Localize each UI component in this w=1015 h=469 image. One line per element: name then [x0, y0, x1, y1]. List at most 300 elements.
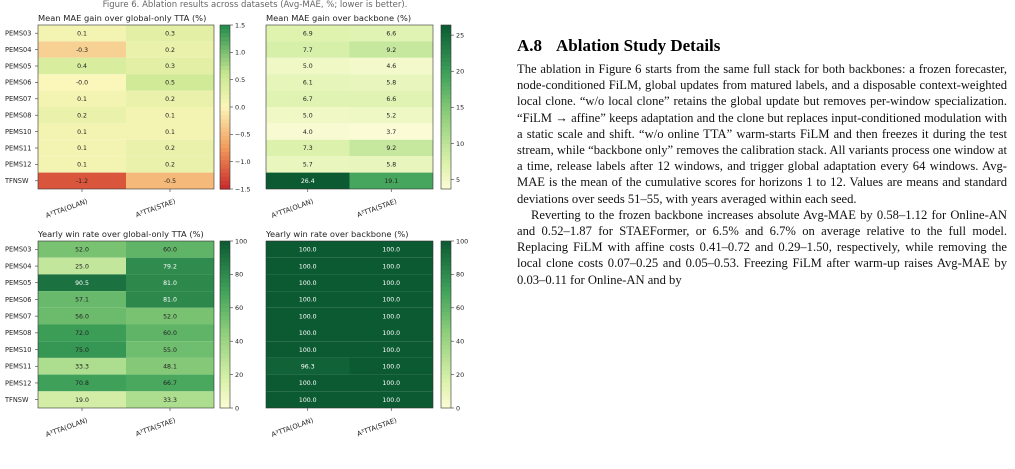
row-label: PEMS11 [5, 362, 32, 371]
colorbar-tick-label: 60 [235, 304, 244, 313]
cell-value: 100.0 [382, 246, 401, 254]
heatmap-panels [4, 13, 468, 439]
colorbar-tick-label: 100 [235, 237, 248, 246]
row-label: PEMS11 [5, 144, 32, 153]
heatmap-panel-2 [266, 13, 464, 220]
column-label: A³TTA(OLAN) [44, 416, 89, 439]
panel-title: Yearly win rate over global-only TTA (%) [38, 229, 204, 239]
cell-value: 56.0 [75, 313, 89, 321]
row-label: TFNSW [5, 395, 29, 404]
cell-value: 5.8 [386, 79, 397, 87]
cell-value: -0.3 [75, 46, 89, 54]
cell-value: 100.0 [382, 346, 401, 354]
colorbar-segment [220, 99, 230, 104]
row-label: PEMS06 [5, 295, 32, 304]
colorbar-segment [220, 70, 230, 75]
cell-value: 100.0 [298, 296, 317, 304]
colorbar-tick-label: 5 [456, 175, 461, 184]
colorbar-segment [441, 132, 451, 137]
colorbar-segment [441, 366, 451, 371]
cell-value: 48.1 [163, 363, 177, 371]
colorbar-segment [220, 128, 230, 133]
colorbar-segment [441, 350, 451, 355]
colorbar-tick-label: −0.5 [235, 130, 251, 139]
colorbar-segment [220, 245, 230, 250]
colorbar-segment [220, 58, 230, 63]
cell-value: 60.0 [163, 246, 177, 254]
colorbar-segment [441, 270, 451, 275]
cell-value: 100.0 [298, 380, 317, 388]
section-title: Ablation Study Details [556, 36, 721, 55]
colorbar-tick-label: 20 [456, 370, 465, 379]
cell-value: 0.1 [77, 161, 87, 169]
colorbar-segment [220, 266, 230, 271]
cell-value: 100.0 [382, 313, 401, 321]
colorbar-segment [220, 341, 230, 346]
cell-value: 3.7 [386, 128, 397, 136]
column-label: A³TTA(OLAN) [270, 197, 315, 220]
colorbar-tick-label: 20 [456, 67, 465, 76]
colorbar-segment [220, 391, 230, 396]
cell-value: 9.2 [386, 46, 397, 54]
colorbar-segment [441, 375, 451, 380]
row-label: PEMS03 [5, 245, 32, 254]
cell-value: 0.2 [165, 46, 175, 54]
cell-value: -0.5 [163, 178, 177, 185]
colorbar-segment [220, 33, 230, 38]
colorbar-segment [441, 299, 451, 304]
cell-value: 81.0 [163, 279, 177, 287]
panel-title: Yearly win rate over backbone (%) [266, 229, 409, 239]
row-label: PEMS10 [5, 345, 32, 354]
colorbar-segment [220, 103, 230, 108]
colorbar-segment [220, 241, 230, 246]
colorbar-segment [220, 123, 230, 128]
cell-value: 100.0 [382, 263, 401, 271]
cell-value: 19.0 [75, 396, 89, 404]
panel-title: Mean MAE gain over global-only TTA (%) [38, 13, 207, 23]
cell-value: 0.1 [77, 145, 87, 153]
colorbar-segment [441, 181, 451, 186]
column-label: A³TTA(STAE) [355, 416, 398, 439]
colorbar-tick-label: 15 [456, 103, 465, 112]
cell-value: 0.1 [77, 96, 87, 103]
colorbar-segment [441, 82, 451, 87]
colorbar-segment [441, 304, 451, 309]
colorbar-segment [441, 156, 451, 161]
colorbar-segment [220, 299, 230, 304]
colorbar-segment [441, 58, 451, 63]
colorbar-segment [220, 370, 230, 375]
cell-value: 33.3 [75, 363, 89, 371]
cell-value: 100.0 [382, 396, 401, 404]
colorbar-segment [220, 375, 230, 380]
colorbar-segment [220, 62, 230, 67]
cell-value: 100.0 [298, 330, 317, 338]
cell-value: 70.8 [75, 380, 89, 388]
colorbar-segment [220, 362, 230, 367]
colorbar-segment [220, 333, 230, 338]
colorbar-segment [220, 262, 230, 267]
colorbar-segment [220, 148, 230, 153]
cell-value: 55.0 [163, 346, 177, 354]
cell-value: 0.1 [77, 30, 87, 38]
colorbar-segment [441, 62, 451, 67]
cell-value: 0.1 [165, 112, 175, 120]
colorbar-segment [441, 29, 451, 34]
panel-title: Mean MAE gain over backbone (%) [266, 13, 412, 23]
row-label: PEMS05 [5, 62, 32, 71]
colorbar-segment [220, 91, 230, 96]
row-label: PEMS07 [5, 95, 32, 104]
colorbar-segment [220, 387, 230, 392]
colorbar-segment [441, 345, 451, 350]
colorbar-segment [220, 78, 230, 83]
column-label: A³TTA(STAE) [134, 197, 177, 220]
colorbar-segment [441, 173, 451, 178]
colorbar-segment [441, 333, 451, 338]
heatmap-panel-3 [4, 229, 247, 439]
colorbar-segment [441, 54, 451, 59]
colorbar-segment [220, 400, 230, 405]
cell-value: 100.0 [382, 296, 401, 304]
cell-value: 57.1 [75, 296, 89, 304]
colorbar-segment [441, 308, 451, 313]
colorbar-segment [441, 107, 451, 112]
cell-value: 4.6 [386, 63, 397, 71]
colorbar-segment [441, 262, 451, 267]
colorbar-segment [441, 111, 451, 116]
colorbar-tick-label: 100 [456, 237, 469, 246]
colorbar-segment [441, 325, 451, 330]
row-label: PEMS08 [5, 111, 32, 120]
colorbar-segment [441, 258, 451, 263]
colorbar-segment [220, 283, 230, 288]
cell-value: 96.3 [300, 363, 315, 371]
cell-value: 100.0 [298, 279, 317, 287]
colorbar-segment [220, 337, 230, 342]
cell-value: 100.0 [382, 380, 401, 388]
cell-value: 5.0 [302, 112, 313, 120]
cell-value: 100.0 [298, 246, 317, 254]
colorbar-segment [220, 354, 230, 359]
colorbar-tick-label: 20 [235, 370, 244, 379]
column-label: A³TTA(OLAN) [44, 197, 89, 220]
cell-value: 5.2 [386, 112, 397, 120]
colorbar-tick-label: 1.0 [235, 48, 246, 57]
colorbar-segment [441, 295, 451, 300]
colorbar-segment [220, 383, 230, 388]
colorbar-segment [441, 337, 451, 342]
cell-value: 100.0 [382, 330, 401, 338]
colorbar-segment [220, 95, 230, 100]
cell-value: 6.9 [302, 30, 313, 38]
colorbar-segment [441, 160, 451, 165]
colorbar-segment [441, 25, 451, 30]
row-label: PEMS08 [5, 329, 32, 338]
cell-value: 100.0 [382, 363, 401, 371]
cell-value: 5.0 [302, 63, 313, 71]
colorbar-segment [220, 74, 230, 79]
cell-value: 5.8 [386, 161, 397, 169]
colorbar-segment [220, 107, 230, 112]
colorbar-segment [220, 111, 230, 116]
colorbar-segment [441, 283, 451, 288]
colorbar-segment [441, 358, 451, 363]
cell-value: 9.2 [386, 145, 397, 153]
cell-value: -0.0 [75, 79, 89, 87]
cell-value: 26.4 [300, 178, 315, 185]
column-label: A³TTA(STAE) [134, 416, 177, 439]
colorbar-tick-label: 0 [456, 404, 461, 413]
cell-value: 52.0 [163, 313, 177, 321]
cell-value: 90.5 [75, 279, 89, 287]
cell-value: 5.7 [302, 161, 313, 169]
colorbar-tick-label: 40 [235, 337, 244, 346]
colorbar-segment [220, 115, 230, 120]
colorbar-segment [441, 136, 451, 141]
colorbar-segment [220, 152, 230, 157]
colorbar-segment [220, 25, 230, 30]
colorbar-segment [441, 33, 451, 38]
colorbar-segment [441, 395, 451, 400]
colorbar-segment [220, 181, 230, 186]
cell-value: 100.0 [298, 263, 317, 271]
colorbar-tick-label: −1.0 [235, 157, 251, 166]
colorbar-segment [441, 87, 451, 92]
cell-value: 100.0 [298, 346, 317, 354]
section-a8 [517, 36, 1007, 288]
colorbar-segment [441, 144, 451, 149]
colorbar-segment [220, 37, 230, 42]
cell-value: 66.7 [163, 380, 177, 388]
colorbar-segment [441, 50, 451, 55]
colorbar-tick-label: 10 [456, 139, 465, 148]
colorbar-tick-label: 1.5 [235, 21, 246, 30]
colorbar-segment [220, 258, 230, 263]
column-label: A³TTA(OLAN) [270, 416, 315, 439]
cell-value: 0.1 [77, 128, 87, 136]
figure-top-caption: Figure 6. Ablation results across datasets (Avg-MAE, %; lower is better). [102, 0, 408, 10]
row-label: PEMS12 [5, 160, 32, 169]
cell-value: 0.1 [165, 128, 175, 136]
colorbar-segment [220, 395, 230, 400]
colorbar-segment [441, 46, 451, 51]
colorbar-segment [441, 152, 451, 157]
colorbar-segment [441, 91, 451, 96]
colorbar-segment [220, 316, 230, 321]
colorbar-segment [220, 379, 230, 384]
cell-value: 19.1 [384, 178, 399, 185]
colorbar-segment [220, 287, 230, 292]
colorbar-segment [441, 320, 451, 325]
row-label: TFNSW [5, 177, 29, 186]
cell-value: 0.3 [165, 63, 175, 71]
row-label: PEMS12 [5, 379, 32, 388]
colorbar-segment [220, 136, 230, 141]
cell-value: 0.2 [165, 145, 175, 153]
colorbar-segment [441, 37, 451, 42]
cell-value: 6.7 [302, 96, 313, 103]
colorbar-segment [220, 164, 230, 169]
colorbar-segment [220, 254, 230, 259]
colorbar-segment [441, 70, 451, 75]
colorbar-segment [441, 95, 451, 100]
cell-value: 6.1 [302, 79, 313, 87]
colorbar-segment [441, 115, 451, 120]
section-number: A.8 [517, 36, 543, 55]
colorbar-segment [441, 177, 451, 182]
colorbar-segment [441, 291, 451, 296]
colorbar-segment [220, 66, 230, 71]
colorbar-segment [441, 254, 451, 259]
colorbar-segment [220, 270, 230, 275]
row-label: PEMS04 [5, 45, 32, 54]
colorbar-segment [220, 173, 230, 178]
cell-value: 100.0 [298, 396, 317, 404]
cell-value: 0.4 [77, 63, 87, 71]
colorbar-segment [441, 119, 451, 124]
colorbar-segment [220, 249, 230, 254]
cell-value: 0.3 [165, 30, 175, 38]
cell-value: 81.0 [163, 296, 177, 304]
colorbar-tick-label: 80 [456, 270, 465, 279]
colorbar-segment [441, 312, 451, 317]
section-paragraph-2: Reverting to the frozen backbone increases absolute Avg-MAE by 0.58–1.12 for Online-AN and 0.52–1.87 for STAEFormer, or 6.5% and 6.7% on average relative to the full model. Replacing FiLM with affine costs 0.41–0.72 and 0.29–1.50, respectively, while removing the local clone costs 0.07–0.25 and 0.05–0.53. Freezing FiLM after warm-up raises Avg-MAE by 0.03–0.11 for Online-AN and by [517, 207, 1007, 287]
cell-value: 4.0 [302, 128, 313, 136]
colorbar-segment [220, 304, 230, 309]
heatmap-panel-1 [4, 13, 251, 220]
cell-value: 52.0 [75, 246, 89, 254]
colorbar-segment [441, 74, 451, 79]
colorbar-segment [441, 274, 451, 279]
cell-value: -1.2 [75, 178, 89, 185]
colorbar-tick-label: −1.5 [235, 185, 251, 194]
colorbar-segment [220, 46, 230, 51]
colorbar-segment [220, 132, 230, 137]
colorbar-tick-label: 0.5 [235, 75, 246, 84]
section-paragraph-1: The ablation in Figure 6 starts from the same full stack for both backbones: a frozen forecaster, node-conditioned FiLM, global updates from matured labels, and a disposable context-weighted local clone. “w/o local clone” retains the global update but removes per-window specialization. “FiLM → affine” keeps adaptation and the clone but replaces input-conditioned modulation with a static scale and shift. “w/o online TTA” warm-starts FiLM and then freezes it during the test stream, while “backbone only” removes the calibration stack. All variants process one window at a time, release labels after 12 windows, and trigger global adaptation every 64 windows. Avg-MAE is the mean of the cumulative scores for horizons 1 to 12. Values are means and standard deviations over seeds 51–55, with years averaged within each seed. [517, 62, 1007, 206]
cell-value: 100.0 [382, 279, 401, 287]
colorbar-segment [441, 66, 451, 71]
colorbar-segment [220, 50, 230, 55]
row-label: PEMS04 [5, 262, 32, 271]
colorbar-segment [441, 316, 451, 321]
colorbar-segment [220, 366, 230, 371]
cell-value: 0.5 [165, 79, 175, 87]
colorbar-tick-label: 0.0 [235, 103, 246, 112]
colorbar-segment [220, 41, 230, 46]
cell-value: 100.0 [298, 313, 317, 321]
colorbar-segment [220, 308, 230, 313]
cell-value: 0.2 [165, 161, 175, 169]
colorbar-segment [220, 119, 230, 124]
colorbar-segment [220, 329, 230, 334]
colorbar-segment [441, 140, 451, 145]
colorbar-tick-label: 80 [235, 270, 244, 279]
colorbar-segment [441, 341, 451, 346]
colorbar-segment [441, 383, 451, 388]
cell-value: 25.0 [75, 263, 89, 271]
colorbar-segment [220, 295, 230, 300]
colorbar-segment [441, 41, 451, 46]
colorbar-segment [220, 325, 230, 330]
cell-value: 75.0 [75, 346, 89, 354]
cell-value: 6.6 [386, 30, 397, 38]
colorbar-segment [441, 164, 451, 169]
colorbar-segment [441, 249, 451, 254]
colorbar-segment [220, 291, 230, 296]
cell-value: 6.6 [386, 96, 397, 103]
row-label: PEMS07 [5, 312, 32, 321]
cell-value: 7.3 [302, 145, 313, 153]
colorbar-segment [441, 128, 451, 133]
colorbar-segment [220, 82, 230, 87]
cell-value: 7.7 [302, 46, 313, 54]
colorbar-segment [441, 266, 451, 271]
colorbar-segment [220, 345, 230, 350]
colorbar-segment [441, 387, 451, 392]
colorbar-segment [441, 391, 451, 396]
colorbar-segment [220, 140, 230, 145]
colorbar-segment [441, 370, 451, 375]
colorbar-segment [220, 29, 230, 34]
colorbar-segment [441, 400, 451, 405]
row-label: PEMS10 [5, 127, 32, 136]
colorbar-segment [441, 279, 451, 284]
cell-value: 72.0 [75, 330, 89, 338]
cell-value: 79.2 [163, 263, 177, 271]
cell-value: 33.3 [163, 396, 177, 404]
colorbar-segment [441, 169, 451, 174]
colorbar-tick-label: 25 [456, 31, 465, 40]
colorbar-segment [220, 358, 230, 363]
colorbar-segment [220, 87, 230, 92]
colorbar-segment [441, 362, 451, 367]
colorbar-segment [441, 329, 451, 334]
row-label: PEMS05 [5, 279, 32, 288]
cell-value: 0.2 [77, 112, 87, 120]
colorbar-segment [220, 54, 230, 59]
colorbar-segment [220, 279, 230, 284]
heatmap-panel-4 [265, 229, 468, 439]
colorbar-segment [441, 99, 451, 104]
colorbar-segment [441, 245, 451, 250]
colorbar-segment [220, 160, 230, 165]
column-label: A³TTA(STAE) [355, 197, 398, 220]
colorbar-segment [441, 379, 451, 384]
row-label: PEMS06 [5, 78, 32, 87]
colorbar-segment [220, 144, 230, 149]
colorbar-segment [441, 354, 451, 359]
colorbar-segment [441, 78, 451, 83]
colorbar-tick-label: 0 [235, 404, 240, 413]
colorbar-segment [220, 274, 230, 279]
colorbar-segment [220, 156, 230, 161]
cell-value: 0.2 [165, 96, 175, 103]
colorbar-tick-label: 40 [456, 337, 465, 346]
colorbar-segment [441, 103, 451, 108]
colorbar-segment [220, 320, 230, 325]
cell-value: 60.0 [163, 330, 177, 338]
colorbar-segment [441, 123, 451, 128]
colorbar-tick-label: 60 [456, 304, 465, 313]
colorbar-segment [220, 169, 230, 174]
section-heading [517, 36, 1007, 56]
colorbar-segment [441, 241, 451, 246]
colorbar-segment [220, 350, 230, 355]
row-label: PEMS03 [5, 29, 32, 38]
